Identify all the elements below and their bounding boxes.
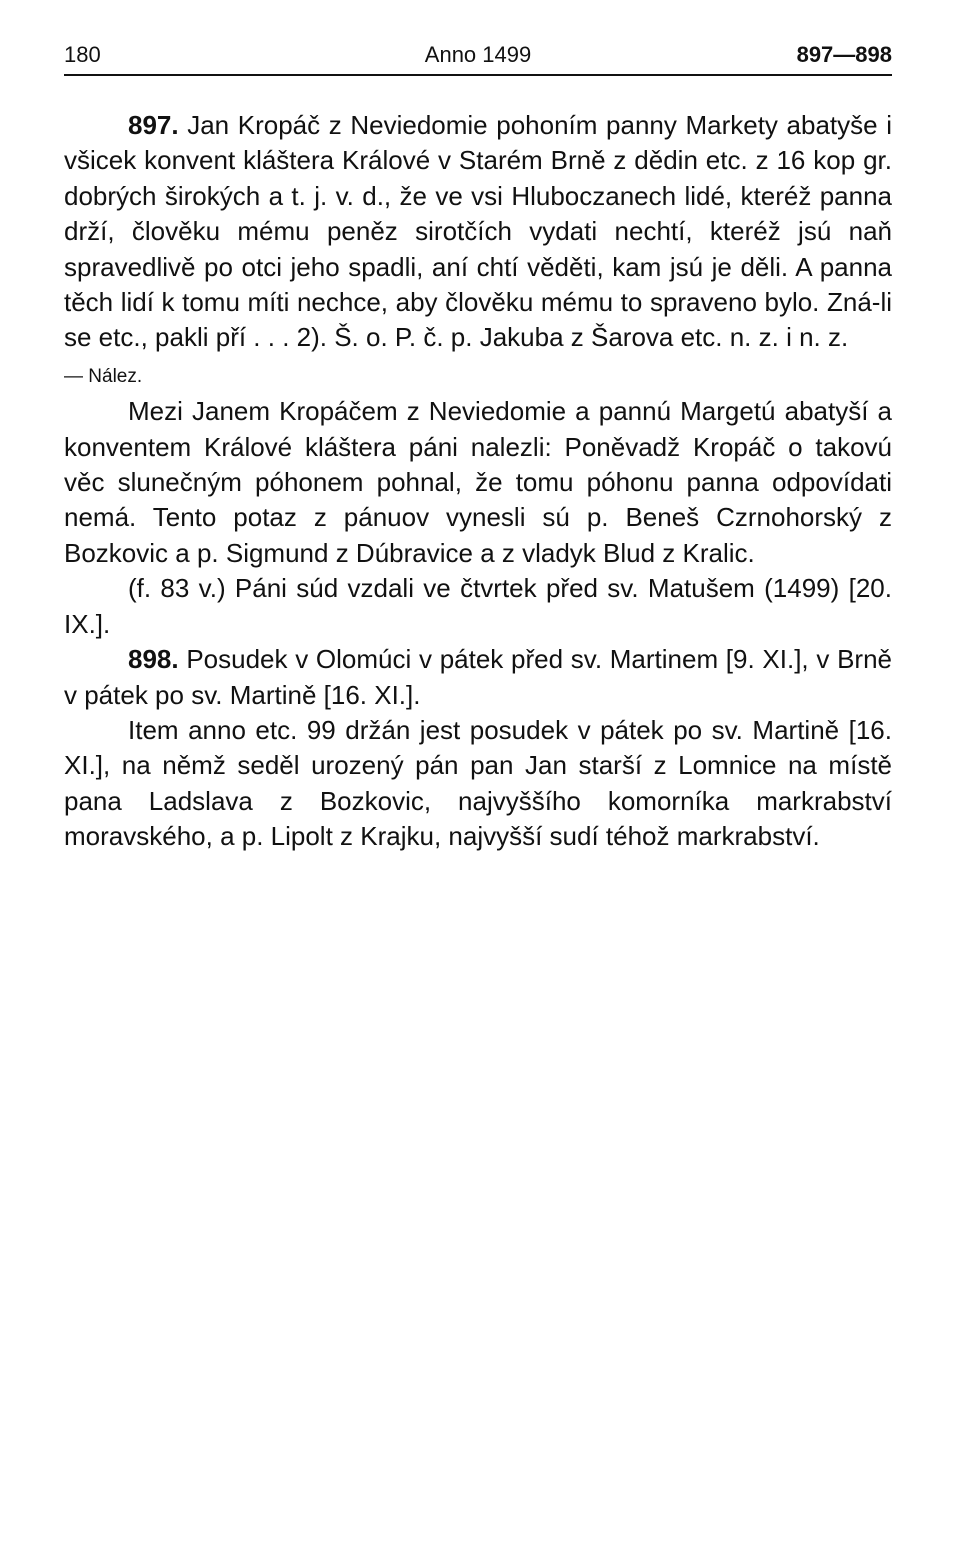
- page-body: [64, 108, 892, 855]
- entry-898-paragraph: [64, 642, 892, 713]
- running-title: Anno 1499: [424, 42, 532, 67]
- entry-898-number: 898.: [128, 644, 179, 675]
- closing-paragraph: (f. 83 v.) Páni súd vzdali ve čtvrtek před sv. Matušem (1499) [20. IX.].: [64, 573, 892, 639]
- entry-897-text: Jan Kropáč z Neviedomie pohoním panny Markety abatyše i všicek konvent kláštera Králové v Starém Brně z dědin etc. z 16 kop gr. dobrých širokých a t. j. v. d., že ve vsi Hluboczanech lidé, kteréž panna drží, člověku mému peněz sirotčích vydati nechtí, kteréž jsú naň spravedlivě po otci jeho spadli, aní chtí věděti, kam jsú je děli. A panna těch lidí k tomu míti nechce, aby člověku mému to spraveno bylo. Zná-li se etc., pakli pří . . . 2). Š. o. P. č. p. Jakuba z Šarova etc. n. z. i n. z.: [64, 110, 892, 353]
- entry-897-number: 897.: [128, 110, 179, 140]
- entry-897-paragraph: [64, 108, 892, 356]
- nalez-label: — Nález.: [64, 365, 143, 387]
- running-header: [64, 38, 892, 72]
- item-paragraph: Item anno etc. 99 držán jest posudek v pátek po sv. Martině [16. XI.], na němž seděl urozený pán pan Jan starší z Lomnice na místě pana Ladslava z Bozkovic, najvyššího komorníka markrabství moravského, a p. Lipolt z Krajku, najvyšší sudí téhož markrabství.: [64, 714, 892, 852]
- page-number: 180: [64, 42, 101, 67]
- entry-898-text: Posudek v Olomúci v pátek před sv. Martinem [9. XI.], v Brně v pátek po sv. Martině [16. XI.].: [64, 644, 892, 710]
- header-rule: [64, 74, 892, 76]
- nalez-paragraph: Mezi Janem Kropáčem z Neviedomie a pannú Margetú abatyší a konventem Králové kláštera páni nalezli: Poněvadž Kropáč o takovú věc slunečným póhonem pohnal, že tomu póhonu panna odpovídati nemá. Tento potaz z pánuov vynesli sú p. Beneš Czrnohorský z Bozkovic a p. Sigmund z Dúbravice a z vladyk Blud z Kralic.: [64, 396, 892, 568]
- entry-range: 897—898: [796, 42, 892, 67]
- nalez-label-line: [64, 356, 892, 394]
